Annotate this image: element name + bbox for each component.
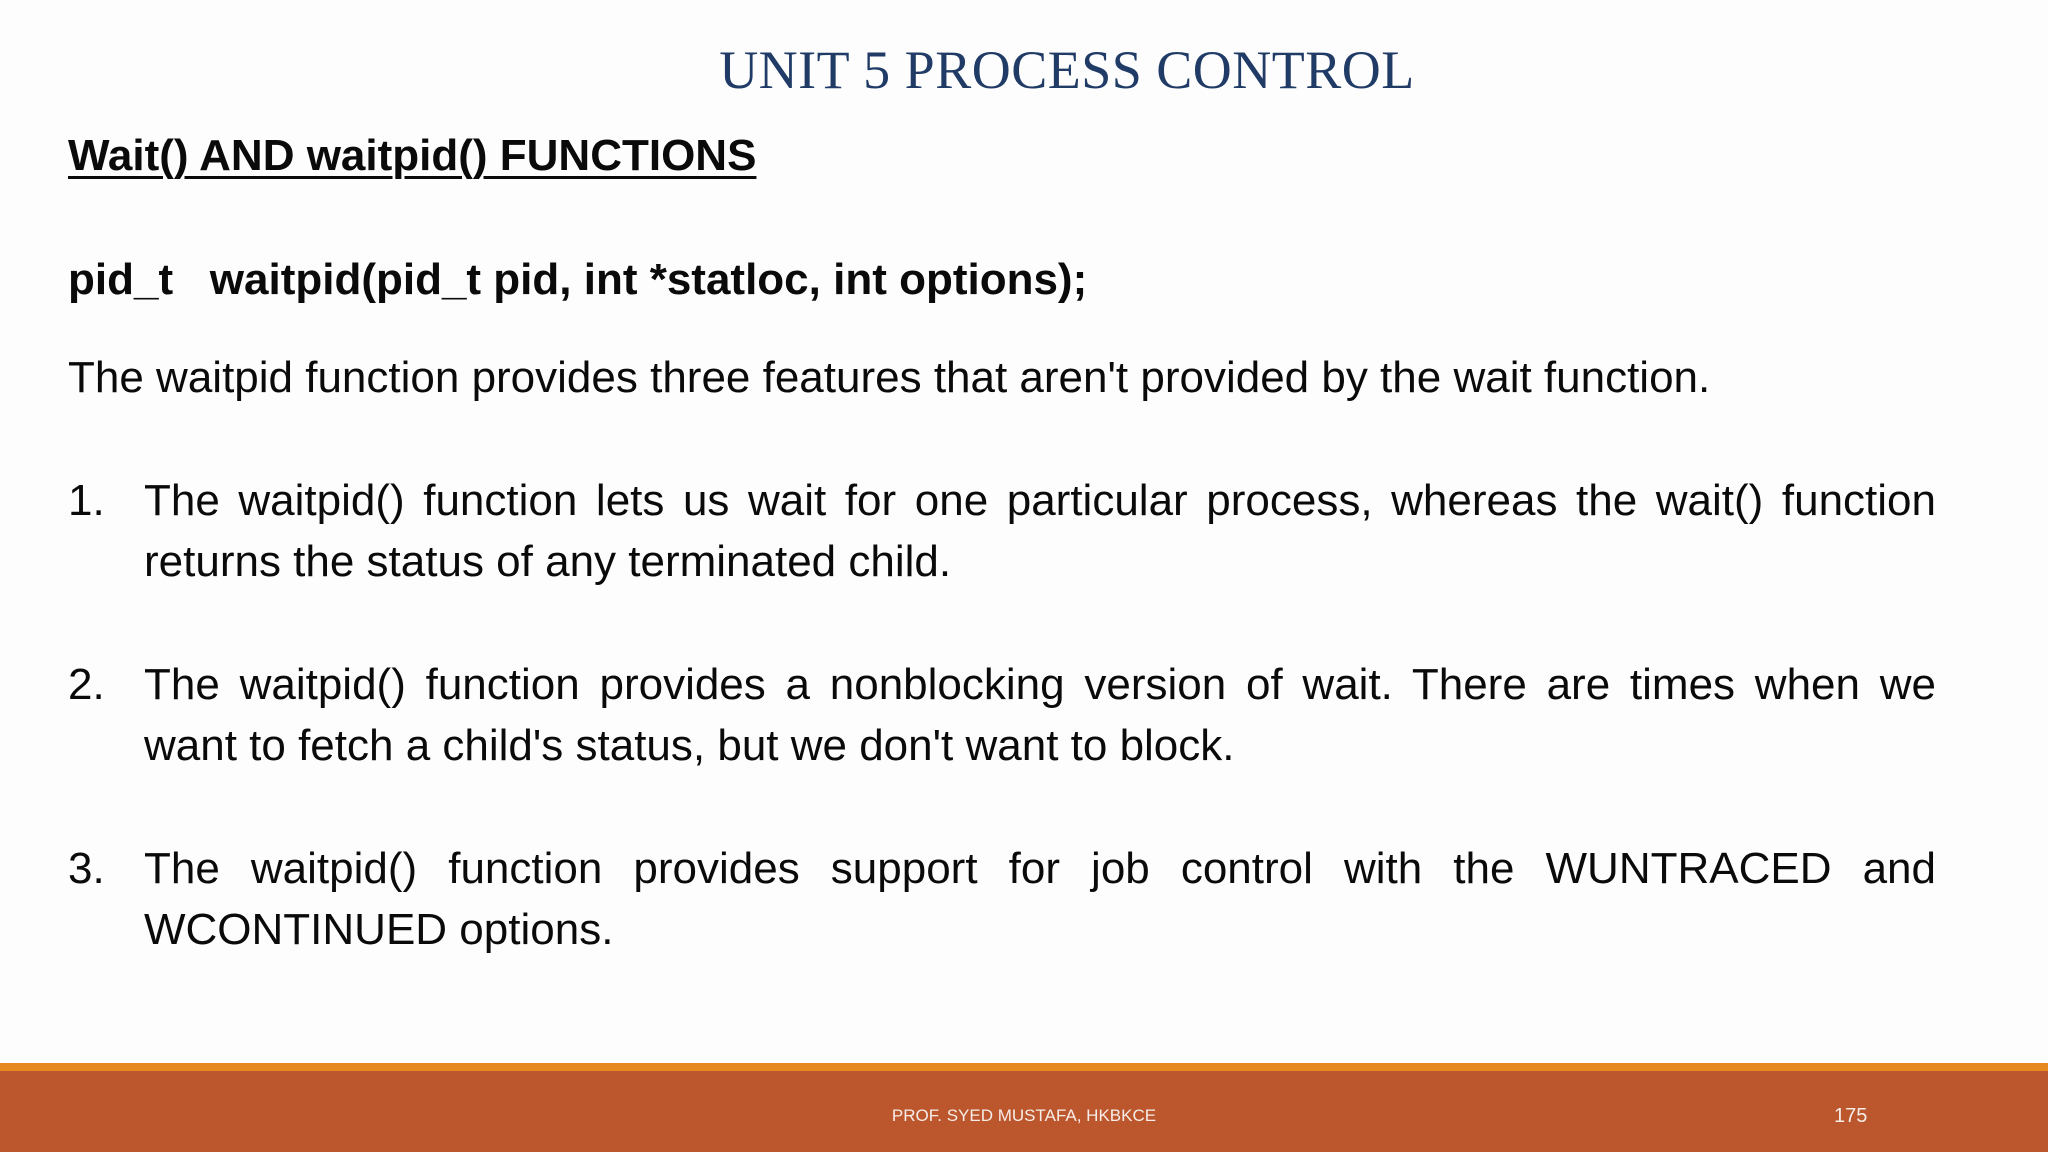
list-item <box>68 838 1936 960</box>
footer-author: PROF. SYED MUSTAFA, HKBKCE <box>891 1106 1157 1125</box>
list-item <box>68 470 1936 592</box>
function-signature: pid_t waitpid(pid_t pid, int *statloc, int options); <box>68 255 1088 304</box>
list-item-number: 2. <box>68 660 105 709</box>
list-item-text: The waitpid() function lets us wait for one particular process, whereas the wait() function returns the status of any terminated child. <box>144 476 1936 586</box>
list-item-text: The waitpid() function provides a nonblocking version of wait. There are times when we want to fetch a child's status, but we don't want to block. <box>144 660 1936 770</box>
feature-list <box>68 470 1936 1022</box>
list-item-number: 1. <box>68 476 105 525</box>
intro-paragraph: The waitpid function provides three features that aren't provided by the wait function. <box>68 353 1711 402</box>
section-heading: Wait() AND waitpid() FUNCTIONS <box>68 131 757 180</box>
list-item <box>68 654 1936 776</box>
footer-accent-line <box>0 1063 2048 1071</box>
list-item-number: 3. <box>68 844 105 893</box>
list-item-text: The waitpid() function provides support for job control with the WUNTRACED and WCONTINUED options. <box>144 844 1936 954</box>
slide-title: UNIT 5 PROCESS CONTROL <box>719 40 1415 100</box>
page-number: 175 <box>1834 1105 1868 1127</box>
